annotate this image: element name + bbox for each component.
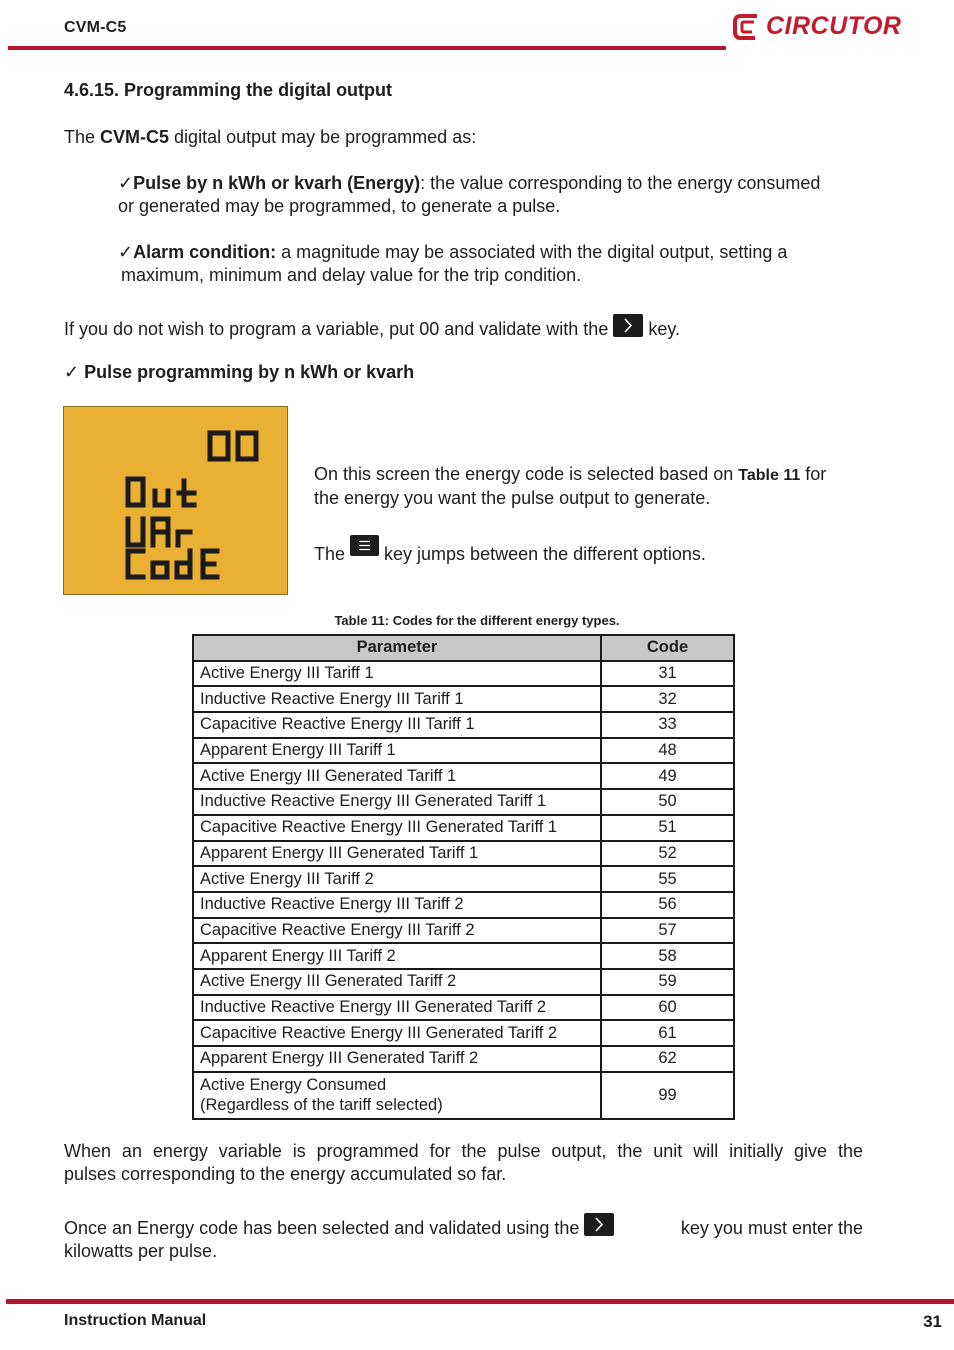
parameter-cell: Capacitive Reactive Energy III Tariff 2: [193, 918, 601, 944]
bullet-line: [118, 241, 878, 264]
skip-note-text-end: key.: [643, 319, 681, 339]
header-model: CVM-C5: [64, 19, 127, 36]
code-cell: 51: [601, 815, 734, 841]
check-icon: ✓: [118, 242, 134, 262]
intro-paragraph: [64, 126, 476, 149]
lcd-description: [314, 463, 874, 510]
right-arrow-key-icon: [584, 1213, 614, 1236]
closing-p2-prefix: Once an Energy code has been selected and validated using the: [64, 1218, 585, 1238]
lcd-desc-line1: [314, 463, 874, 487]
footer-rule: [6, 1299, 954, 1304]
table-row: [193, 738, 734, 764]
menu-note-prefix: The: [314, 544, 351, 564]
table-row: [193, 686, 734, 712]
table-row: [193, 789, 734, 815]
lcd-word-out: [128, 479, 194, 505]
table-row: [193, 943, 734, 969]
closing-p2-line2: kilowatts per pulse.: [64, 1241, 218, 1261]
brand-logo: [730, 10, 910, 44]
closing-p1-line2: pulses corresponding to the energy accumulated so far.: [64, 1164, 507, 1184]
parameter-cell: Inductive Reactive Energy III Generated Tariff 1: [193, 789, 601, 815]
menu-key-icon: [350, 535, 379, 556]
right-arrow-key-icon: [613, 314, 643, 337]
parameter-cell: Inductive Reactive Energy III Tariff 1: [193, 686, 601, 712]
skip-note-text: If you do not wish to program a variable, put 00 and validate with the: [64, 319, 614, 339]
lcd-digit-0b: [238, 433, 256, 459]
code-cell: 31: [601, 661, 734, 687]
code-cell: 56: [601, 892, 734, 918]
check-icon: ✓: [118, 173, 134, 193]
lcd-desc-text-end: for: [800, 464, 827, 484]
table-row: [193, 1020, 734, 1046]
parameter-cell: Active Energy III Tariff 1: [193, 661, 601, 687]
table-row: [193, 969, 734, 995]
code-cell: 55: [601, 866, 734, 892]
skip-note: [64, 314, 680, 341]
circutor-logo-icon: [730, 10, 764, 44]
lcd-digit-0a: [210, 433, 228, 459]
parameter-cell: Inductive Reactive Energy III Tariff 2: [193, 892, 601, 918]
parameter-cell: Capacitive Reactive Energy III Tariff 1: [193, 712, 601, 738]
bullet-text: a magnitude may be associated with the digital output, setting a: [276, 242, 788, 262]
bullet-text: : the value corresponding to the energy consumed: [420, 173, 821, 193]
parameter-cell: Inductive Reactive Energy III Generated Tariff 2: [193, 995, 601, 1021]
bullet-pulse-energy: [118, 172, 878, 218]
table-row: [193, 712, 734, 738]
table-row: [193, 918, 734, 944]
table-row: [193, 763, 734, 789]
code-cell: 59: [601, 969, 734, 995]
bullet-line: [118, 172, 878, 195]
menu-note-suffix: key jumps between the different options.: [379, 544, 706, 564]
header-rule: [8, 46, 726, 50]
page-number: 31: [923, 1312, 942, 1331]
bullet-text-line2: maximum, minimum and delay value for the trip condition.: [121, 265, 582, 285]
table-row: [193, 1072, 734, 1119]
table-row: [193, 892, 734, 918]
closing-p2-suffix: key you must enter the: [680, 1218, 863, 1238]
code-cell: 33: [601, 712, 734, 738]
parameter-cell: Active Energy III Tariff 2: [193, 866, 601, 892]
parameter-cell: Apparent Energy III Generated Tariff 2: [193, 1046, 601, 1072]
code-cell: 52: [601, 841, 734, 867]
energy-codes-table: [192, 634, 735, 1120]
bullet-text-line2: or generated may be programmed, to generate a pulse.: [118, 196, 561, 216]
lcd-word-uar: [128, 519, 190, 545]
subsection-heading: [64, 361, 414, 384]
table-reference: Table 11: [738, 467, 801, 484]
section-title: 4.6.15. Programming the digital output: [64, 80, 393, 100]
bullet-title: Alarm condition:: [133, 242, 277, 262]
parameter-cell: Active Energy III Generated Tariff 2: [193, 969, 601, 995]
lcd-desc-text: On this screen the energy code is selected based on: [314, 464, 739, 484]
table-row: [193, 995, 734, 1021]
code-cell: 62: [601, 1046, 734, 1072]
table-row: [193, 1046, 734, 1072]
lcd-segments: [64, 407, 289, 596]
code-cell: 61: [601, 1020, 734, 1046]
parameter-cell: Capacitive Reactive Energy III Generated Tariff 2: [193, 1020, 601, 1046]
table-caption: Table 11: Codes for the different energy types.: [334, 613, 620, 628]
table-header-row: [193, 635, 734, 661]
footer-manual-title: Instruction Manual: [64, 1312, 207, 1329]
check-icon: ✓: [64, 362, 80, 382]
column-header-code: Code: [601, 635, 734, 661]
closing-paragraph-2: [64, 1213, 863, 1263]
code-cell: 32: [601, 686, 734, 712]
parameter-cell: [193, 1072, 601, 1119]
logo-wordmark: CIRCUTOR: [766, 12, 902, 40]
code-cell: 99: [601, 1072, 734, 1119]
parameter-cell: Active Energy III Generated Tariff 1: [193, 763, 601, 789]
code-cell: 57: [601, 918, 734, 944]
code-cell: 58: [601, 943, 734, 969]
table-row: [193, 866, 734, 892]
closing-paragraph-1: [64, 1140, 863, 1186]
code-cell: 48: [601, 738, 734, 764]
intro-prefix: The: [64, 127, 101, 147]
lcd-word-code: [128, 551, 217, 577]
closing-p1-line1: When an energy variable is programmed for the pulse output, the unit will initially give the: [64, 1141, 863, 1161]
parameter-line: Active Energy Consumed: [200, 1076, 387, 1095]
parameter-note: (Regardless of the tariff selected): [200, 1096, 443, 1115]
parameter-cell: Capacitive Reactive Energy III Generated Tariff 1: [193, 815, 601, 841]
closing-p2-line1: [64, 1213, 863, 1240]
parameter-cell: Apparent Energy III Tariff 2: [193, 943, 601, 969]
table-row: [193, 841, 734, 867]
subsection-title: Pulse programming by n kWh or kvarh: [84, 362, 415, 382]
parameter-cell: Apparent Energy III Tariff 1: [193, 738, 601, 764]
menu-key-note: [314, 535, 706, 566]
bullet-title: Pulse by n kWh or kvarh (Energy): [133, 173, 421, 193]
code-cell: 50: [601, 789, 734, 815]
lcd-display: [63, 406, 288, 595]
lcd-desc-line2: the energy you want the pulse output to generate.: [314, 488, 711, 508]
intro-suffix: digital output may be programmed as:: [169, 127, 477, 147]
code-cell: 49: [601, 763, 734, 789]
bullet-alarm-condition: [118, 241, 878, 287]
column-header-parameter: Parameter: [193, 635, 601, 661]
table-row: [193, 815, 734, 841]
closing-p2-first-part: [64, 1213, 614, 1240]
table-row: [193, 661, 734, 687]
code-cell: 60: [601, 995, 734, 1021]
intro-model-name: CVM-C5: [100, 127, 170, 147]
parameter-cell: Apparent Energy III Generated Tariff 1: [193, 841, 601, 867]
